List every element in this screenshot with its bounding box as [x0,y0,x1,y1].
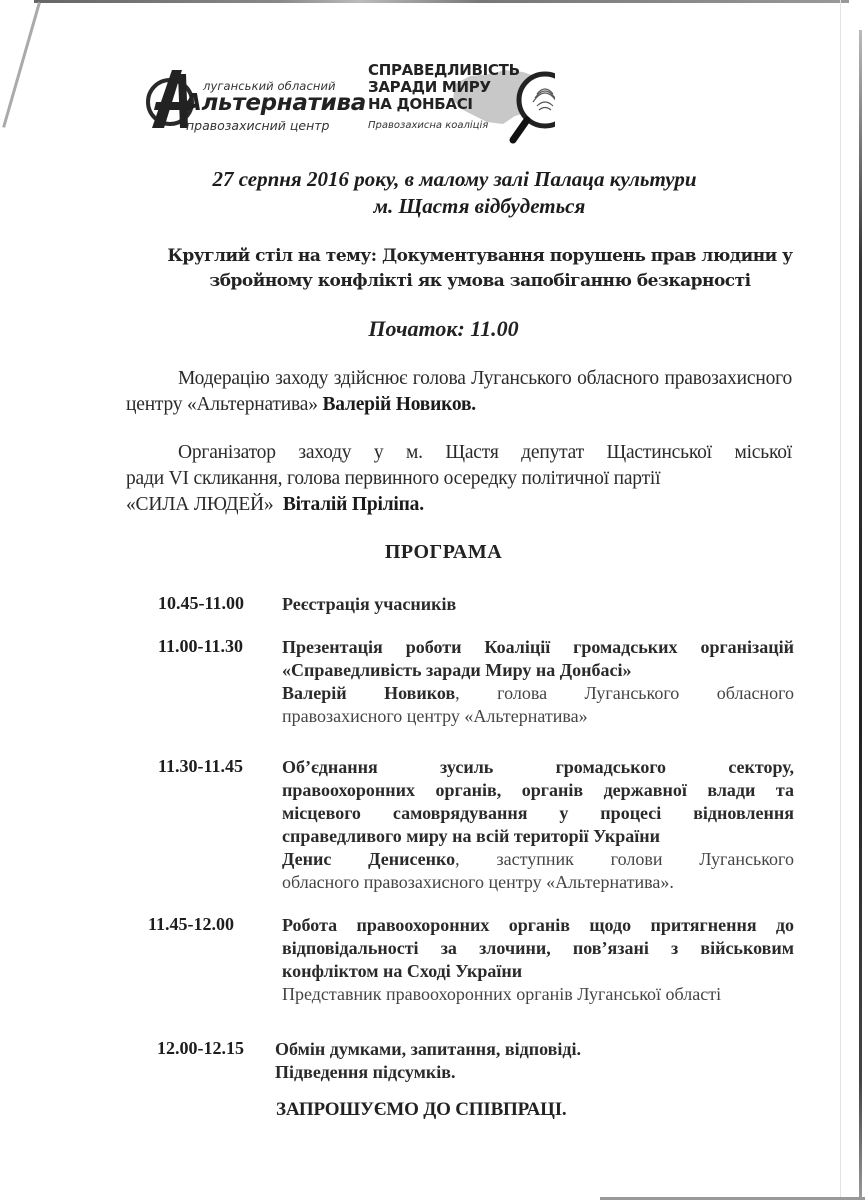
program-item-time: 10.45-11.00 [158,593,245,613]
round-table-topic: Круглий стіл на тему: Документування порушень прав людини у збройному конфлікті як умова запобіганню безкарності [167,246,793,291]
program-item-time: 12.00-12.15 [157,1038,244,1058]
logo-alternatyva-subtitle: правозахисний центр [186,118,330,133]
logo-coalition [365,58,565,148]
logo-coalition-subtitle: Правозахисна коаліція [368,120,489,131]
program-item-title-line: Підведення підсумків. [275,1062,456,1082]
organizer-name: Віталій Пріліпа. [282,494,424,515]
scan-edge-left [2,2,41,128]
program-item-title-line: конфліктом на Сході України [282,961,523,981]
speaker-role: , заступник голови Луганського [455,849,794,869]
organizer-line-1: Організатор заходу у м. Щастя депутат Щастинської міської [178,442,792,463]
logo-coalition-line3: НА ДОНБАСІ [368,95,473,113]
organizer-line-3: «СИЛА ЛЮДЕЙ» [126,494,274,515]
speaker-role: , голова Луганського обласного [455,683,794,703]
announcement-line-2: м. Щастя відбудеться [373,194,586,218]
program-item-time: 11.45-12.00 [148,914,235,934]
program-item-time: 11.30-11.45 [158,756,244,776]
logo-alternatyva-region: луганський обласний [203,79,336,93]
organizer-paragraph [126,440,792,518]
moderation-paragraph [126,366,792,418]
program-item-title: Реєстрація учасників [282,594,457,614]
program-item-title-line: місцевого самоврядування у процесі відновлення [282,803,794,823]
program-title: ПРОГРАМА [384,541,503,563]
start-time: Початок: 11.00 [368,316,519,341]
program-item-title-line: відповідальності за злочини, пов’язані з військовим [282,938,794,958]
speaker-name: Денис Денисенко [282,849,456,869]
program-item-time: 11.00-11.30 [158,636,244,656]
program-item-title-line: правоохоронних органів, органів державної влади та [282,780,794,800]
announcement-line-1: 27 серпня 2016 року, в малому залі Палаца культури [212,167,697,191]
speaker-role-line: Представник правоохоронних органів Луганської області [282,984,722,1004]
closing-invitation: ЗАПРОШУЄМО ДО СПІВПРАЦІ. [276,1099,567,1120]
program-item-title-line: Обмін думками, запитання, відповіді. [275,1039,581,1059]
program-item-title-line: «Справедливість заради Миру на Донбасі» [282,660,632,680]
moderator-name: Валерій Новиков. [322,394,476,415]
moderation-text: Модерацію заходу здійснює голова Луганського обласного правозахисного центру «Альтернатива» [126,368,792,415]
logo-coalition-line1: СПРАВЕДЛИВІСТЬ [368,61,520,79]
program-item-title-line: справедливого миру на всій території України [282,826,661,846]
logo-coalition-line2: ЗАРАДИ МИРУ [368,78,491,96]
program-item-speaker [282,848,794,871]
program-item-title-line: Об’єднання зусиль громадського сектору, [282,757,794,777]
program-item-title-line: Робота правоохоронних органів щодо притягнення до [282,915,794,935]
logo-alternatyva-name: Альтернатива [184,90,366,116]
speaker-name: Валерій Новиков [282,683,456,703]
program-item-title-line: Презентація роботи Коаліції громадських організацій [282,637,794,657]
logo-alternatyva [138,66,366,136]
program-item-speaker [282,682,794,705]
organizer-line-2: ради VI скликання, голова первинного осередку політичної партії [126,468,661,489]
speaker-role-line: обласного правозахисного центру «Альтернатива». [282,872,674,892]
scan-edge-top [34,0,849,3]
speaker-role-line: правозахисного центру «Альтернатива» [282,706,588,726]
